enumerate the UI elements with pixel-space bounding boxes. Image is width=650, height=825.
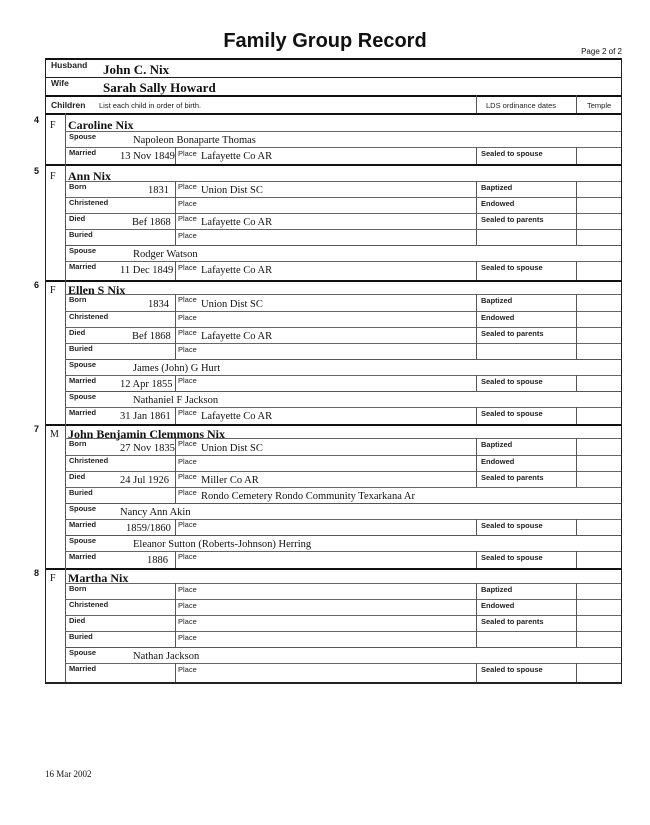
divider: [175, 438, 176, 503]
child-6-christened-label: Christened: [69, 312, 109, 321]
place-label: Place: [178, 457, 197, 466]
divider: [576, 181, 577, 245]
child-7-died-date: 24 Jul 1926: [120, 475, 170, 486]
rule: [65, 229, 621, 230]
divider: [576, 147, 577, 164]
place-label: Place: [178, 617, 197, 626]
divider: [476, 181, 477, 245]
rule: [65, 375, 621, 376]
rule: [46, 568, 621, 570]
child-5-spouse-label: Spouse: [69, 246, 97, 255]
rule: [65, 197, 621, 198]
divider: [175, 407, 176, 424]
temple-header: Temple: [587, 101, 612, 110]
child-5-born-place: Union Dist SC: [201, 185, 263, 196]
rule: [65, 311, 621, 312]
child-7-born-date: 27 Nov 1835: [120, 443, 175, 454]
rule: [65, 519, 621, 520]
place-label: Place: [178, 345, 197, 354]
child-6-baptized: Baptized: [481, 296, 513, 305]
place-label: Place: [178, 665, 197, 674]
rule: [65, 131, 621, 132]
child-7-spouse2: Eleanor Sutton (Roberts-Johnson) Herring: [133, 539, 312, 550]
child-5-christened-label: Christened: [69, 198, 109, 207]
divider: [576, 519, 577, 535]
child-5-married-date: 11 Dec 1849: [120, 265, 174, 276]
child-8-christened-label: Christened: [69, 600, 109, 609]
rule: [65, 327, 621, 328]
divider: [175, 147, 176, 164]
husband-label: Husband: [51, 60, 88, 70]
child-8-endowed: Endowed: [481, 601, 515, 610]
child-5-sealed-spouse: Sealed to spouse: [481, 263, 543, 272]
rule: [65, 359, 621, 360]
child-7-buried-place: Rondo Cemetery Rondo Community Texarkana Ar: [201, 491, 415, 502]
child-6-spouse2-label: Spouse: [69, 392, 97, 401]
rule: [65, 294, 621, 295]
child-5-buried-label: Buried: [69, 230, 93, 239]
divider: [576, 407, 577, 424]
child-7-died-label: Died: [69, 472, 86, 481]
divider: [576, 261, 577, 280]
divider: [175, 261, 176, 280]
child-8-name: Martha Nix: [68, 571, 129, 585]
place-label: Place: [178, 601, 197, 610]
divider: [175, 375, 176, 391]
rule: [65, 663, 621, 664]
temple-column-divider: [576, 95, 577, 113]
rule: [65, 438, 621, 439]
child-5-number: 5: [34, 166, 40, 176]
child-8-number: 8: [34, 568, 40, 578]
place-label: Place: [178, 263, 197, 272]
divider: [476, 407, 477, 424]
divider: [65, 280, 66, 424]
place-label: Place: [178, 633, 197, 642]
child-6-married2-label: Married: [69, 408, 97, 417]
child-4-married-place: Lafayette Co AR: [201, 151, 273, 162]
child-5-married-place: Lafayette Co AR: [201, 265, 273, 276]
child-6-married1-date: 12 Apr 1855: [120, 379, 173, 390]
rule: [65, 615, 621, 616]
place-label: Place: [178, 328, 197, 337]
rule: [65, 181, 621, 182]
child-7-married2-label: Married: [69, 552, 97, 561]
rule: [65, 261, 621, 262]
child-7-sealed-parents: Sealed to parents: [481, 473, 544, 482]
child-7-baptized: Baptized: [481, 440, 513, 449]
rule: [46, 424, 621, 426]
rule: [65, 391, 621, 392]
divider: [476, 261, 477, 280]
divider: [476, 519, 477, 535]
form-top-rule: [46, 58, 621, 60]
rule: [46, 280, 621, 282]
place-label: Place: [178, 199, 197, 208]
place-label: Place: [178, 214, 197, 223]
divider: [576, 294, 577, 359]
rule: [65, 245, 621, 246]
child-5-born-date: 1831: [148, 185, 169, 196]
child-7-spouse2-label: Spouse: [69, 536, 97, 545]
rule: [65, 407, 621, 408]
divider: [175, 181, 176, 245]
child-8-died-label: Died: [69, 616, 86, 625]
child-7-spouse1: Nancy Ann Akin: [120, 507, 191, 518]
divider: [175, 663, 176, 682]
divider: [65, 424, 66, 568]
rule: [65, 631, 621, 632]
child-8-sealed-spouse: Sealed to spouse: [481, 665, 543, 674]
place-label: Place: [178, 408, 197, 417]
child-5-baptized: Baptized: [481, 183, 513, 192]
place-label: Place: [178, 520, 197, 529]
child-6-name: Ellen S Nix: [68, 283, 126, 297]
children-label: Children: [51, 100, 86, 110]
child-5-sex: F: [50, 171, 56, 182]
child-8-spouse: Nathan Jackson: [133, 651, 200, 662]
child-6-married2-date: 31 Jan 1861: [120, 411, 171, 422]
husband-name: John C. Nix: [103, 62, 170, 77]
children-instruction: List each child in order of birth.: [99, 101, 202, 110]
divider: [576, 438, 577, 487]
rule: [65, 583, 621, 584]
child-7-born-place: Union Dist SC: [201, 443, 263, 454]
child-8-married-label: Married: [69, 664, 97, 673]
rule: [65, 599, 621, 600]
divider: [576, 375, 577, 391]
rule: [65, 535, 621, 536]
child-6-spouse1: James (John) G Hurt: [133, 363, 221, 374]
child-6-spouse2: Nathaniel F Jackson: [133, 395, 219, 406]
divider: [476, 438, 477, 487]
child-6-sealed-spouse2: Sealed to spouse: [481, 409, 543, 418]
place-label: Place: [178, 439, 197, 448]
rule: [65, 213, 621, 214]
child-6-married1-label: Married: [69, 376, 97, 385]
child-6-number: 6: [34, 280, 40, 290]
divider: [476, 147, 477, 164]
child-6-sex: F: [50, 285, 56, 296]
place-label: Place: [178, 182, 197, 191]
place-label: Place: [178, 488, 197, 497]
child-4-left-rule: [65, 113, 66, 164]
child-5-born-label: Born: [69, 182, 87, 191]
divider: [476, 583, 477, 647]
rule: [65, 147, 621, 148]
child-6-endowed: Endowed: [481, 313, 515, 322]
wife-rule: [46, 95, 621, 97]
child-4-married-label: Married: [69, 148, 97, 157]
rule: [65, 455, 621, 456]
lds-ordinance-header: LDS ordinance dates: [486, 101, 557, 110]
child-7-christened-label: Christened: [69, 456, 109, 465]
child-5-died-date: Bef 1868: [132, 217, 171, 228]
divider: [476, 375, 477, 391]
child-6-died-date: Bef 1868: [132, 331, 171, 342]
divider: [175, 583, 176, 647]
husband-rule: [46, 77, 621, 78]
place-label: Place: [178, 313, 197, 322]
child-6-sealed-spouse1: Sealed to spouse: [481, 377, 543, 386]
wife-name: Sarah Sally Howard: [103, 80, 216, 95]
child-6-born-label: Born: [69, 295, 87, 304]
divider: [576, 663, 577, 682]
rule: [65, 503, 621, 504]
footer-date: 16 Mar 2002: [45, 769, 92, 779]
child-6-born-date: 1834: [148, 299, 169, 310]
child-7-buried-label: Buried: [69, 488, 93, 497]
child-6-spouse1-label: Spouse: [69, 360, 97, 369]
child-4-name: Caroline Nix: [68, 118, 134, 132]
place-label: Place: [178, 295, 197, 304]
place-label: Place: [178, 585, 197, 594]
child-8-baptized: Baptized: [481, 585, 513, 594]
child-5-name: Ann Nix: [68, 169, 112, 183]
child-5-died-place: Lafayette Co AR: [201, 217, 273, 228]
place-label: Place: [178, 376, 197, 385]
child-7-sealed-spouse2: Sealed to spouse: [481, 553, 543, 562]
divider: [175, 294, 176, 359]
record-form: [34, 58, 622, 684]
child-4-sex: F: [50, 120, 56, 131]
child-7-name: John Benjamin Clemmons Nix: [68, 427, 226, 441]
child-4-number: 4: [34, 115, 40, 125]
child-5-sealed-parents: Sealed to parents: [481, 215, 544, 224]
rule: [65, 487, 621, 488]
divider: [65, 568, 66, 682]
place-label: Place: [178, 231, 197, 240]
child-7-married1-label: Married: [69, 520, 97, 529]
divider: [476, 551, 477, 568]
child-7-spouse1-label: Spouse: [69, 504, 97, 513]
child-5-died-label: Died: [69, 214, 86, 223]
child-7-died-place: Miller Co AR: [201, 475, 259, 486]
rule: [65, 551, 621, 552]
rule: [46, 164, 621, 166]
child-8-sealed-parents: Sealed to parents: [481, 617, 544, 626]
child-6-married2-place: Lafayette Co AR: [201, 411, 273, 422]
child-7-sex: M: [50, 429, 59, 440]
rule: [65, 471, 621, 472]
child-4-spouse-label: Spouse: [69, 132, 97, 141]
child-7-married1-date: 1859/1860: [126, 523, 171, 534]
place-label: Place: [178, 472, 197, 481]
divider: [576, 583, 577, 647]
child-6-died-label: Died: [69, 328, 86, 337]
divider: [476, 663, 477, 682]
place-label: Place: [178, 552, 197, 561]
child-5-spouse: Rodger Watson: [133, 249, 198, 260]
divider: [476, 294, 477, 359]
divider: [576, 551, 577, 568]
child-5-endowed: Endowed: [481, 199, 515, 208]
child-6-sealed-parents: Sealed to parents: [481, 329, 544, 338]
divider: [175, 519, 176, 535]
child-4-married-place-label: Place: [178, 149, 197, 158]
child-6-died-place: Lafayette Co AR: [201, 331, 273, 342]
child-7-sealed-spouse1: Sealed to spouse: [481, 521, 543, 530]
child-8-spouse-label: Spouse: [69, 648, 97, 657]
child-4-spouse: Napoleon Bonaparte Thomas: [133, 135, 256, 146]
child-8-sex: F: [50, 573, 56, 584]
child-6-born-place: Union Dist SC: [201, 299, 263, 310]
child-7-married2-date: 1886: [147, 555, 168, 566]
rule: [65, 343, 621, 344]
children-header-rule: [46, 113, 621, 115]
wife-label: Wife: [51, 78, 69, 88]
divider: [175, 551, 176, 568]
child-7-born-label: Born: [69, 439, 87, 448]
rule: [65, 647, 621, 648]
child-4-married-date: 13 Nov 1849: [120, 151, 175, 162]
page-number: Page 2 of 2: [581, 47, 622, 56]
child-4-sealed-spouse: Sealed to spouse: [481, 149, 543, 158]
child-7-number: 7: [34, 424, 40, 434]
lds-column-divider: [476, 95, 477, 113]
child-5-married-label: Married: [69, 262, 97, 271]
child-8-born-label: Born: [69, 584, 87, 593]
child-8-buried-label: Buried: [69, 632, 93, 641]
child-7-endowed: Endowed: [481, 457, 515, 466]
child-6-buried-label: Buried: [69, 344, 93, 353]
page-title: Family Group Record: [223, 30, 427, 52]
